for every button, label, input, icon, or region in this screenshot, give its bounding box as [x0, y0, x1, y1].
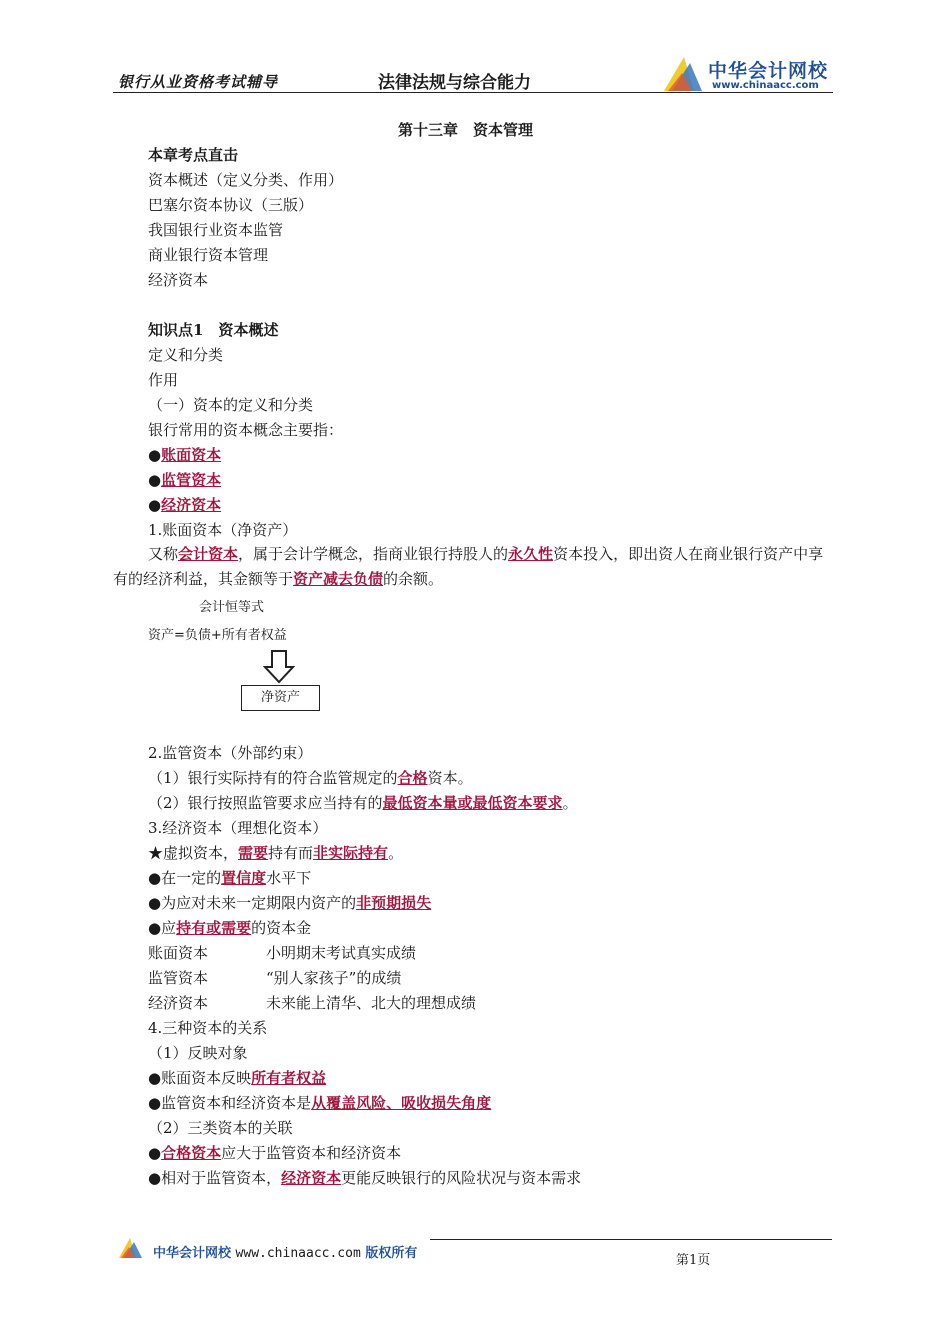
kp1-line: （一）资本的定义和分类: [148, 396, 314, 414]
kp1-line: 银行常用的资本概念主要指：: [148, 421, 344, 439]
header-center-title: 法律法规与综合能力: [378, 73, 531, 93]
key-term: 合格: [397, 769, 428, 787]
analogy-desc: 小明期末考试真实成绩: [266, 944, 417, 962]
economic-title: 3.经济资本（理想化资本）: [148, 819, 328, 837]
relation-title: 4.三种资本的关系: [148, 1019, 268, 1037]
relation-subtitle: （1）反映对象: [148, 1044, 248, 1062]
key-term: 所有者权益: [251, 1069, 327, 1087]
logo-brand-name: 中华会计网校: [708, 60, 829, 82]
key-term: 永久性: [508, 545, 554, 563]
analogy-term: 经济资本: [148, 994, 209, 1012]
key-term: 账面资本: [161, 446, 222, 464]
diagram-title: 会计恒等式: [199, 600, 265, 615]
kp1-line: 定义和分类: [148, 346, 224, 364]
overview-item: 资本概述（定义分类、作用）: [148, 171, 344, 189]
logo-url: www.chinaacc.com: [712, 80, 819, 91]
overview-item: 商业银行资本管理: [148, 246, 269, 264]
analogy-desc: “别人家孩子”的成绩: [266, 969, 402, 987]
book-capital-paragraph: 又称会计资本，属于会计学概念，指商业银行持股人的永久性资本投入，即出资人在商业银行资产中享有的经济利益，其金额等于资产减去负债的余额。: [113, 545, 824, 588]
analogy-term: 账面资本: [148, 944, 209, 962]
overview-item: 我国银行业资本监管: [148, 221, 284, 239]
overview-item: 巴塞尔资本协议（三版）: [148, 196, 314, 214]
kp1-line: 作用: [148, 371, 179, 389]
relation-line: ●相对于监管资本，经济资本更能反映银行的风险状况与资本需求: [148, 1169, 582, 1187]
key-term: 持有或需要: [176, 919, 252, 937]
header-left-title: 银行从业资格考试辅导: [118, 73, 279, 91]
analogy-desc: 未来能上清华、北大的理想成绩: [266, 994, 477, 1012]
economic-line: ●应持有或需要的资本金: [148, 919, 312, 937]
relation-line: ●合格资本应大于监管资本和经济资本: [148, 1144, 402, 1162]
relation-subtitle: （2）三类资本的关联: [148, 1119, 293, 1137]
key-term: 置信度: [221, 869, 267, 887]
kp1-heading: 知识点1 资本概述: [148, 321, 279, 339]
key-term: 从覆盖风险、吸收损失角度: [311, 1094, 492, 1112]
economic-line: ●为应对未来一定期限内资产的非预期损失: [148, 894, 432, 912]
regulatory-title: 2.监管资本（外部约束）: [148, 744, 313, 762]
economic-line: ★虚拟资本，需要持有而非实际持有。: [148, 844, 404, 862]
key-term: 资产减去负债: [293, 570, 384, 588]
key-term: 非实际持有: [313, 844, 389, 862]
down-arrow-icon: [263, 650, 295, 684]
book-capital-title: 1.账面资本（净资产）: [148, 521, 298, 539]
regulatory-line: （2）银行按照监管要求应当持有的最低资本量或最低资本要求。: [148, 794, 578, 812]
analogy-term: 监管资本: [148, 969, 209, 987]
key-term: 监管资本: [161, 471, 222, 489]
economic-line: ●在一定的置信度水平下: [148, 869, 312, 887]
relation-line: ●监管资本和经济资本是从覆盖风险、吸收损失角度: [148, 1094, 492, 1112]
page-number: 第1页: [676, 1253, 711, 1268]
header-divider: [113, 92, 833, 93]
bullet-item: ●监管资本: [148, 471, 222, 489]
key-term: 经济资本: [161, 496, 222, 514]
key-term: 最低资本量或最低资本要求: [382, 794, 563, 812]
relation-line: ●账面资本反映所有者权益: [148, 1069, 327, 1087]
key-term: 合格资本: [161, 1144, 222, 1162]
overview-item: 经济资本: [148, 271, 209, 289]
overview-heading: 本章考点直击: [148, 146, 239, 164]
footer-copyright: 中华会计网校 www.chinaacc.com 版权所有: [153, 1246, 418, 1261]
chapter-title: 第十三章 资本管理: [398, 121, 534, 139]
key-term: 会计资本: [178, 545, 239, 563]
regulatory-line: （1）银行实际持有的符合监管规定的合格资本。: [148, 769, 473, 787]
diagram-equation: 资产=负债+所有者权益: [148, 628, 287, 643]
footer-logo-icon: [118, 1236, 148, 1260]
bullet-item: ●经济资本: [148, 496, 222, 514]
bullet-item: ●账面资本: [148, 446, 222, 464]
key-term: 非预期损失: [356, 894, 432, 912]
net-assets-box: 净资产: [241, 685, 320, 711]
key-term: 经济资本: [281, 1169, 342, 1187]
footer-divider: [430, 1239, 832, 1240]
key-term: 需要: [238, 844, 269, 862]
